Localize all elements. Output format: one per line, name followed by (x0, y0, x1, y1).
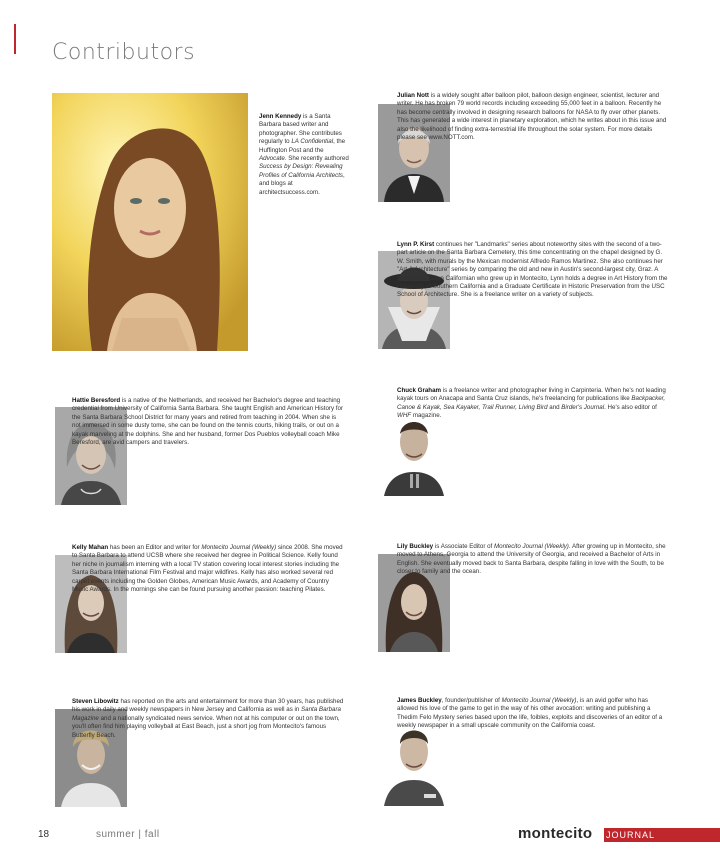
hattie-beresford-name: Hattie Beresford (72, 397, 121, 404)
lynn-kirst-name: Lynn P. Kirst (397, 241, 435, 248)
chuck-graham-name: Chuck Graham (397, 387, 442, 394)
page-number: 18 (38, 829, 50, 840)
jenn-kennedy-bio: Jenn Kennedy is a Santa Barbara based writer and photographer. She contributes regularly to LA Confidential, the Huffington Post and the Advocate. She recently authored Success by Design: Revealing Profiles of California Architects, and blogs at architectsuccess.com. (259, 113, 349, 196)
lily-buckley-bio: Lily Buckley is Associate Editor of Montecito Journal (Weekly). After growing up in Montecito, she moved to Athens, Georgia to attend the University of Georgia, and received a Bachelor of Arts in English. She eventually moved back to Santa Barbara, despite falling in love with the South, to be closer to family and the ocean. (397, 543, 666, 576)
steven-libowitz-name: Steven Libowitz (72, 698, 119, 705)
julian-nott-bio: Julian Nott is a widely sought after balloon pilot, balloon design engineer, scientist, lecturer and writer. He has broken 79 world records including exceeding 55,000 feet in a balloon. Recently he has become centrally involved in designing research balloons for NASA to fly over other planets. This has generated a wide interest in planetary exploration, which he writes about in this issue and also the likelihood of finding extra-terrestrial life throughout the solar system. For more details please see www.NOTT.com. (397, 92, 667, 142)
issue-label: summer | fall (96, 829, 160, 840)
brand-logo-bar: JOURNAL (604, 828, 720, 842)
lynn-kirst-bio: Lynn P. Kirst continues her "Landmarks" series about noteworthy sites with the second of a two-part article on the Santa Barbara Cemetery, this time concentrating on the chapel designed by G. W. Smith, with murals by the Mexican modernist Alfredo Ramos Martinez. She also continues her "Art & Architecture" series by comparing the old and new in Austin's second-largest city, Graz. A fourth generation Californian who grew up in Montecito, Lynn holds a degree in Art History from the University of Southern California and a Graduate Certificate in Historic Preservation from the USC School of Architecture. She is a freelance writer on a variety of subjects. (397, 241, 668, 299)
lily-buckley-name: Lily Buckley (397, 543, 434, 550)
steven-libowitz-bio: Steven Libowitz has reported on the arts and entertainment for more than 30 years, has published his work in daily and weekly newspapers in New Jersey and California as well as in Santa Barbara Magazine and a nationally syndicated news service. When not at his computer or out on the town, you'll often find him playing volleyball at East Beach, just a short jog from Montecito's famous Butterfly Beach. (72, 698, 344, 739)
chuck-graham-bio: Chuck Graham is a freelance writer and photographer living in Carpinteria. When he's not leading kayak tours on Anacapa and Santa Cruz islands, he's freelancing for publications like Backpacker, Canoe & Kayak, Sea Kayaker, Trail Runner, Living Bird and Birder's Journal. He's also editor of WHF magazine. (397, 387, 666, 420)
kelly-mahan-bio: Kelly Mahan has been an Editor and writer for Montecito Journal (Weekly) since 2008. She moved to Santa Barbara to attend UCSB where she received her degree in Political Science. Kelly found her niche in journalism interning with a local TV station covering local interest stories including the Santa Barbara International Film Festival and major wildfires. Kelly has also worked several red carpet events including the Golden Globes, American Music Awards, and Academy of Country Music Awards. In the mornings she can be found pursuing another passion: teaching Pilates. (72, 544, 343, 594)
james-buckley-name: James Buckley (397, 697, 442, 704)
hattie-beresford-bio: Hattie Beresford is a native of the Netherlands, and received her Bachelor's degree and teaching credential from University of California Santa Barbara. She taught English and American History for the Santa Barbara School District for many years and retired from teaching in 2004. When she is not immersed in some dusty tome, she can be found on the tennis courts, hiking trails, or out on a kayak marveling at the dolphins. She and her husband, former Dos Pueblos volleyball coach Mike Beresford, are avid campers and travelers. (72, 397, 344, 447)
julian-nott-name: Julian Nott (397, 92, 429, 99)
kelly-mahan-name: Kelly Mahan (72, 544, 109, 551)
jenn-kennedy-photo (52, 93, 248, 351)
james-buckley-bio: James Buckley, founder/publisher of Montecito Journal (Weekly), is an avid golfer who has allowed his love of the game to get in the way of his other avocation: writing and publishing a Thedim Felo Mystery series based upon the life, foibles, exploits and discoveries of an editor of a weekly newspaper in a small upscale community on the California coast. (397, 697, 663, 730)
header-accent-rule (14, 24, 16, 54)
jenn-kennedy-name: Jenn Kennedy (259, 113, 302, 120)
brand-logo: montecito (518, 825, 593, 842)
page-title: Contributors (52, 40, 196, 65)
